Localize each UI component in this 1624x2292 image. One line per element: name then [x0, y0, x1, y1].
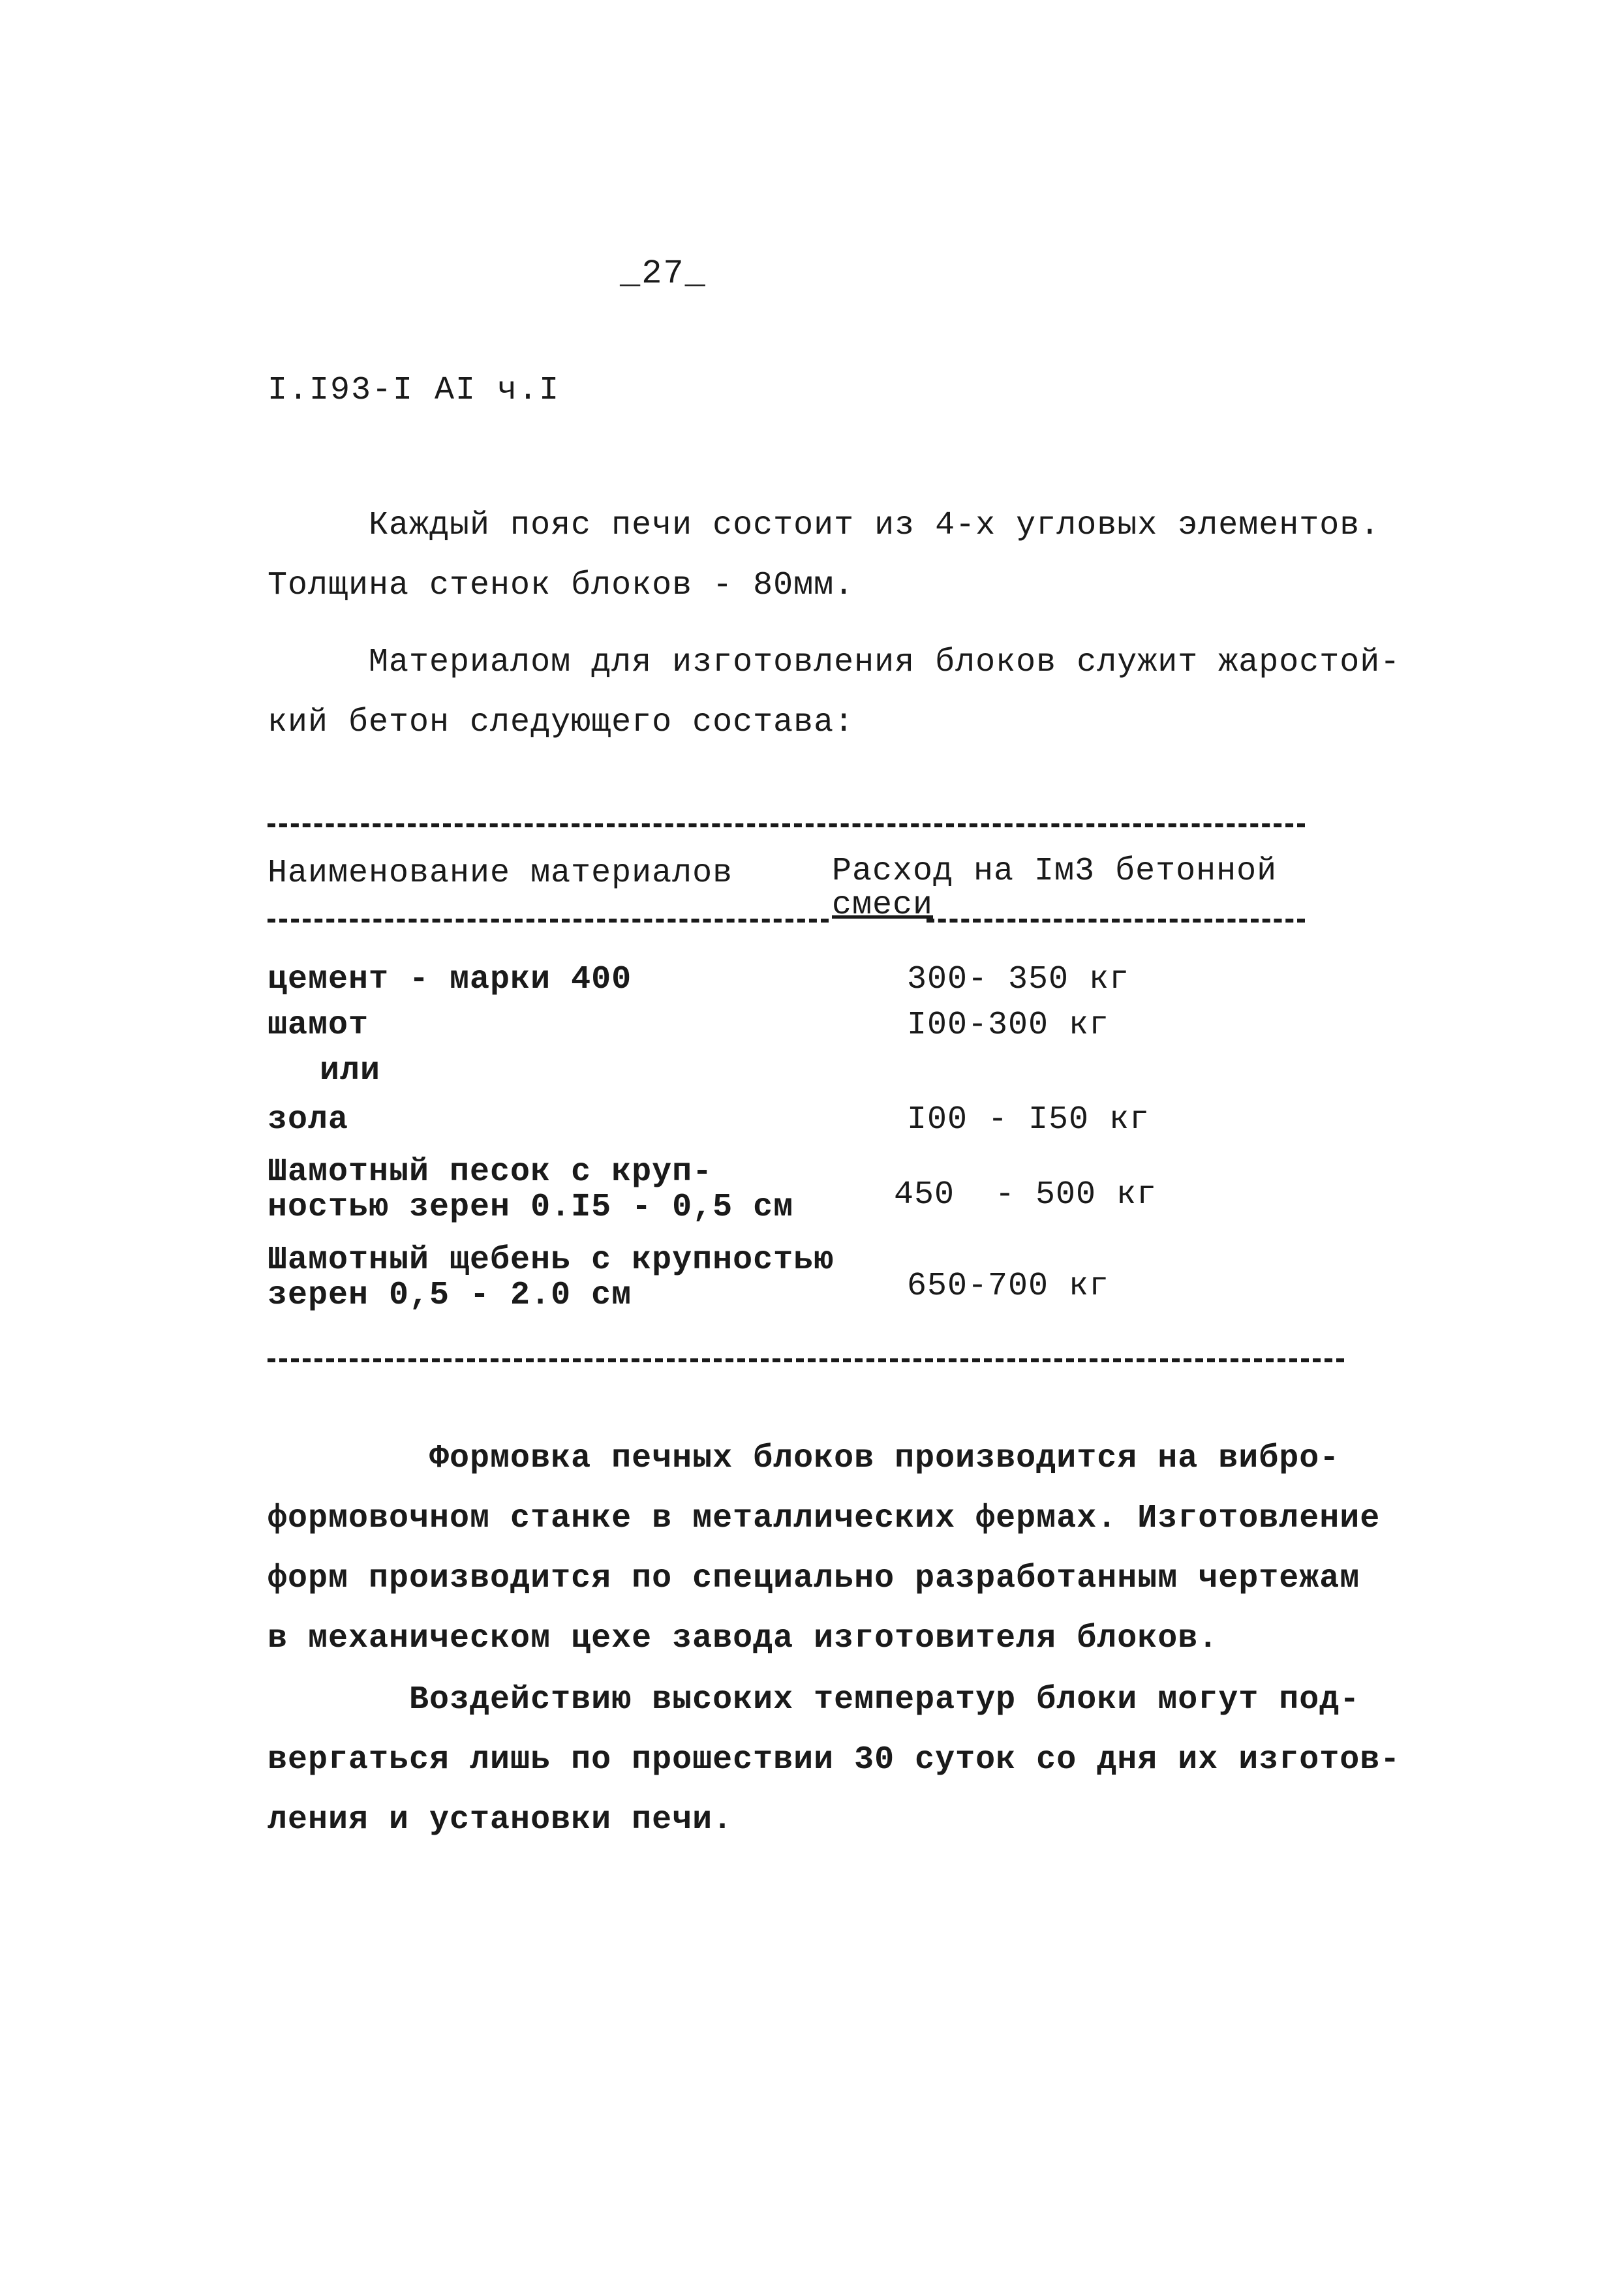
header-value-line-2: смеси	[832, 887, 934, 924]
table-bottom-divider	[268, 1358, 1344, 1362]
forming-line-2: формовочном станке в металлических фермах. Изготовление	[268, 1500, 1381, 1537]
intro-line-2: Толщина стенок блоков - 80мм.	[268, 567, 855, 604]
forming-line-3: форм производится по специально разработанным чертежам	[268, 1560, 1360, 1597]
table-row-name: зола	[268, 1101, 349, 1138]
table-row-value: 300- 350 кг	[907, 961, 1130, 998]
table-row-name	[268, 1243, 834, 1313]
header-value-line-1: Расход на Iм3 бетонной	[832, 853, 1278, 890]
row-name-line-1: Шамотный щебень с крупностью	[268, 1242, 835, 1279]
table-row-name: шамот	[268, 1007, 369, 1044]
table-row-value: 450 - 500 кг	[894, 1176, 1157, 1214]
temperature-line-2: вергаться лишь по прошествии 30 суток со дня их изготов-	[268, 1741, 1401, 1779]
forming-line-4: в механическом цехе завода изготовителя блоков.	[268, 1620, 1219, 1657]
table-header-divider-right	[927, 919, 1305, 923]
intro-line-1: Каждый пояс печи состоит из 4-х угловых элементов.	[268, 507, 1381, 544]
forming-line-1: Формовка печных блоков производится на вибро-	[268, 1440, 1340, 1477]
table-top-divider	[268, 823, 1305, 827]
row-name-line-2: ностью зерен 0.I5 - 0,5 см	[268, 1189, 794, 1226]
table-row-value: I00 - I50 кг	[907, 1101, 1150, 1138]
material-line-2: кий бетон следующего состава:	[268, 704, 855, 741]
table-row-value: I00-300 кг	[907, 1007, 1110, 1044]
table-header-value	[832, 855, 1277, 923]
temperature-paragraph	[268, 1670, 1400, 1850]
document-code: I.I93-I AI ч.I	[268, 372, 560, 409]
forming-paragraph	[268, 1429, 1380, 1669]
table-header-name: Наименование материалов	[268, 855, 733, 892]
material-paragraph	[268, 633, 1400, 753]
table-header-divider-left	[268, 919, 829, 923]
table-row-name: цемент - марки 400	[268, 961, 632, 998]
page-number: _27_	[620, 254, 707, 293]
row-name-line-1: Шамотный песок с круп-	[268, 1154, 713, 1191]
table-row-value: 650-700 кг	[907, 1268, 1110, 1305]
material-line-1: Материалом для изготовления блоков служит жаростой-	[268, 644, 1401, 681]
temperature-line-1: Воздействию высоких температур блоки могут под-	[268, 1681, 1360, 1719]
intro-paragraph	[268, 496, 1380, 616]
table-row-name: или	[320, 1052, 381, 1090]
row-name-line-2: зерен 0,5 - 2.0 см	[268, 1277, 632, 1314]
temperature-line-3: ления и установки печи.	[268, 1801, 733, 1839]
table-row-name	[268, 1155, 793, 1225]
